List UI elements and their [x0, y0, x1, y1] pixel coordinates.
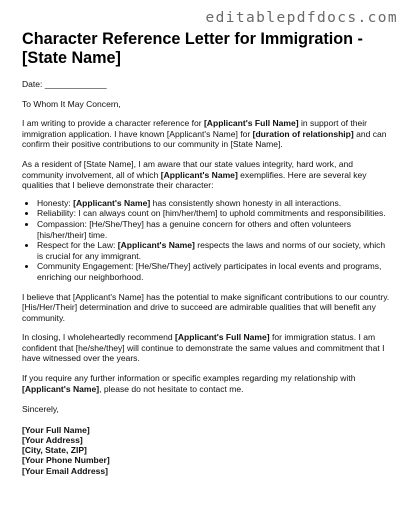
intro-text-1: I am writing to provide a character reference for — [22, 118, 204, 129]
contact-text-1: If you require any further information or specific examples regarding my relationship with — [22, 373, 356, 384]
applicant-full-name-placeholder: [Applicant's Full Name] — [203, 118, 299, 129]
signature-city: [City, State, ZIP] — [22, 445, 87, 456]
community-text: Community Engagement: [He/She/They] actively participates in local events and programs, enriching our neighborhood. — [37, 261, 382, 282]
list-item-reliability — [37, 208, 390, 219]
paragraph-closing — [22, 332, 390, 364]
applicant-name-placeholder: [Applicant's Name] — [22, 383, 100, 394]
paragraph-potential: I believe that [Applicant's Name] has the potential to make significant contributions to our country. [His/Her/Their] determination and drive to succeed are admirable qualities that will benefit any community. — [22, 291, 390, 323]
closing-text-2: for immigration status. I am confident that [he/she/they] will continue to demonstrate the same values and commitment that I have witnessed over the years. — [22, 332, 385, 364]
signature-phone: [Your Phone Number] — [22, 455, 110, 466]
site-watermark: editablepdfdocs.com — [205, 10, 398, 26]
applicant-name-placeholder: [Applicant's Name] — [73, 197, 151, 208]
sign-off: Sincerely, — [22, 404, 59, 415]
signature-address: [Your Address] — [22, 435, 83, 446]
list-item-community — [37, 261, 390, 282]
applicant-name-placeholder: [Applicant's Name] — [160, 169, 238, 180]
respect-text: respects the laws and norms of our society, which is crucial for any immigrant. — [37, 240, 386, 261]
paragraph-intro — [22, 118, 390, 150]
closing-text-1: In closing, I wholeheartedly recommend — [22, 332, 175, 343]
honesty-label: Honesty: — [37, 197, 74, 208]
salutation: To Whom It May Concern, — [22, 98, 121, 109]
respect-label: Respect for the Law: — [37, 240, 118, 251]
state-text-2: exemplifies. Here are several key qualities that I believe demonstrate their character: — [22, 169, 367, 191]
date-blank: _____________ — [44, 79, 107, 89]
reliability-text: Reliability: I can always count on [him/her/them] to uphold commitments and responsibilities. — [37, 208, 386, 219]
state-text-1: As a resident of [State Name], I am aware that our state values integrity, hard work, and community involvement, all of which — [22, 158, 353, 180]
letter-title: Character Reference Letter for Immigration - [State Name] — [22, 30, 363, 67]
intro-text-2: in support of their immigration application. I have known [Applicant's Name] for — [22, 118, 368, 139]
date-label: Date: — [22, 79, 43, 89]
signature-email: [Your Email Address] — [22, 465, 108, 476]
compassion-text: Compassion: [He/She/They] has a genuine concern for others and often volunteers [his/her/their] time. — [37, 218, 352, 240]
contact-text-2: , please do not hesitate to contact me. — [99, 383, 244, 394]
paragraph-contact — [22, 373, 390, 394]
paragraph-state-values — [22, 159, 390, 191]
applicant-name-placeholder: [Applicant's Name] — [117, 240, 195, 251]
applicant-full-name-placeholder: [Applicant's Full Name] — [174, 332, 270, 343]
qualities-list — [22, 198, 390, 283]
date-line — [22, 79, 390, 90]
list-item-respect — [37, 240, 390, 261]
signature-name: [Your Full Name] — [22, 424, 90, 435]
letter-page — [22, 30, 390, 476]
intro-text-3: and can confirm their positive contributions to our community in [State Name]. — [22, 128, 387, 150]
duration-placeholder: [duration of relationship] — [252, 128, 354, 139]
list-item-honesty — [37, 198, 390, 209]
list-item-compassion — [37, 219, 390, 240]
signature-block — [22, 425, 390, 476]
honesty-text: has consistently shown honesty in all interactions. — [150, 197, 342, 208]
